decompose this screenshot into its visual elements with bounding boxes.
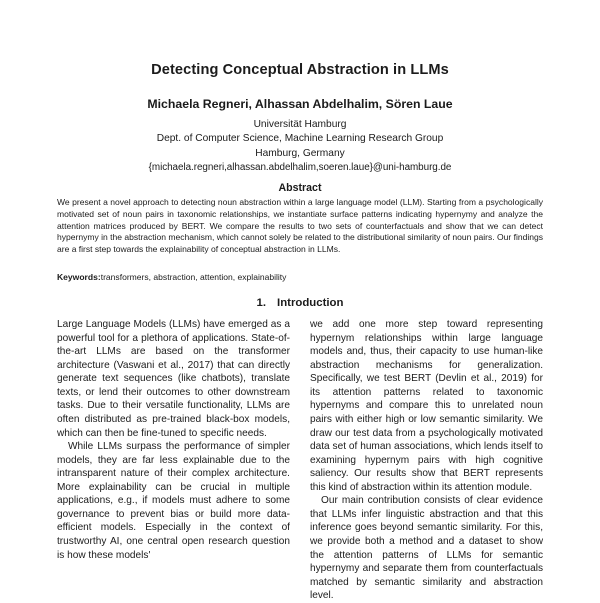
keywords-values: transformers, abstraction, attention, explainability (100, 272, 287, 283)
abstract-heading: Abstract (278, 182, 322, 195)
page-title: Detecting Conceptual Abstraction in LLMs (151, 62, 449, 78)
keywords-label: Keywords: (57, 272, 101, 283)
author-list: Michaela Regneri, Alhassan Abdelhalim, Sören Laue (147, 96, 453, 111)
paragraph: we add one more step toward representing hypernym relationships within large language models and, thus, their capacity to use human-like abstraction mechanisms for generalization. Specifically, we test BERT (Devlin et al., 2019) for its attention patterns related to taxonomic hypernyms and compare this to unrelated noun pairs with either high or low semantic similarity. We draw our test data from a psychologically motivated data set of human associations, which lends itself to examining hypernym pairs with high cognitive saliency. Our results show that BERT represents this kind of abstraction within its attention module. (310, 319, 543, 493)
paragraph: Our main contribution consists of clear evidence that LLMs infer linguistic abstraction and that this inference goes beyond semantic similarity. For this, we provide both a method and a dataset to show the attention patterns of LLMs for semantic hypernymy and separate them from counterfactuals matched by semantic similarity and abstraction level. (310, 495, 543, 602)
keywords-line (57, 272, 543, 284)
section-heading-introduction (57, 297, 543, 309)
section-number: 1. (256, 297, 267, 310)
column-left (57, 318, 290, 603)
author-emails: {michaela.regneri,alhassan.abdelhalim,soeren.laue}@uni-hamburg.de (148, 162, 452, 174)
paragraph: Large Language Models (LLMs) have emerged as a powerful tool for a plethora of applications. State-of-the-art LLMs are based on the transformer architecture (Vaswani et al., 2017) that can directly generate text sequences (like chatbots), translate texts, or lend their outcomes to other downstream tasks. Due to their versatile functionality, LLMs are often distributed as pre-trained black-box models, which can then be fine-tuned to specific needs. (57, 319, 290, 439)
abstract-text: We present a novel approach to detecting noun abstraction within a large language model (LLM). Starting from a psychologically motivated set of noun pairs in taxonomic relationships, we instantiate surface patterns indicating hypernymy and analyze the attention matrices produced by BERT. We compare the results to two sets of counterfactuals and show that we can detect hypernymy in the abstraction mechanism, which cannot solely be related to the distributional similarity of noun pairs. Our findings are a first step towards the explainability of conceptual abstraction in LLMs. (57, 197, 543, 254)
affiliation-department: Dept. of Computer Science, Machine Learning Research Group (156, 133, 444, 145)
body-columns (57, 318, 543, 603)
column-right (310, 318, 543, 603)
affiliation-university: Universität Hamburg (253, 118, 347, 130)
section-title: Introduction (277, 297, 344, 310)
affiliation-city: Hamburg, Germany (255, 147, 345, 159)
paragraph: While LLMs surpass the performance of simpler models, they are far less explainable due to the intransparent nature of their complex architecture. More explainability can be crucial in multiple applications, e.g., if models must adhere to some governance to prevent bias or build more data-efficient models. Especially in the context of trustworthy AI, one central open research question is how these models' (57, 441, 290, 561)
